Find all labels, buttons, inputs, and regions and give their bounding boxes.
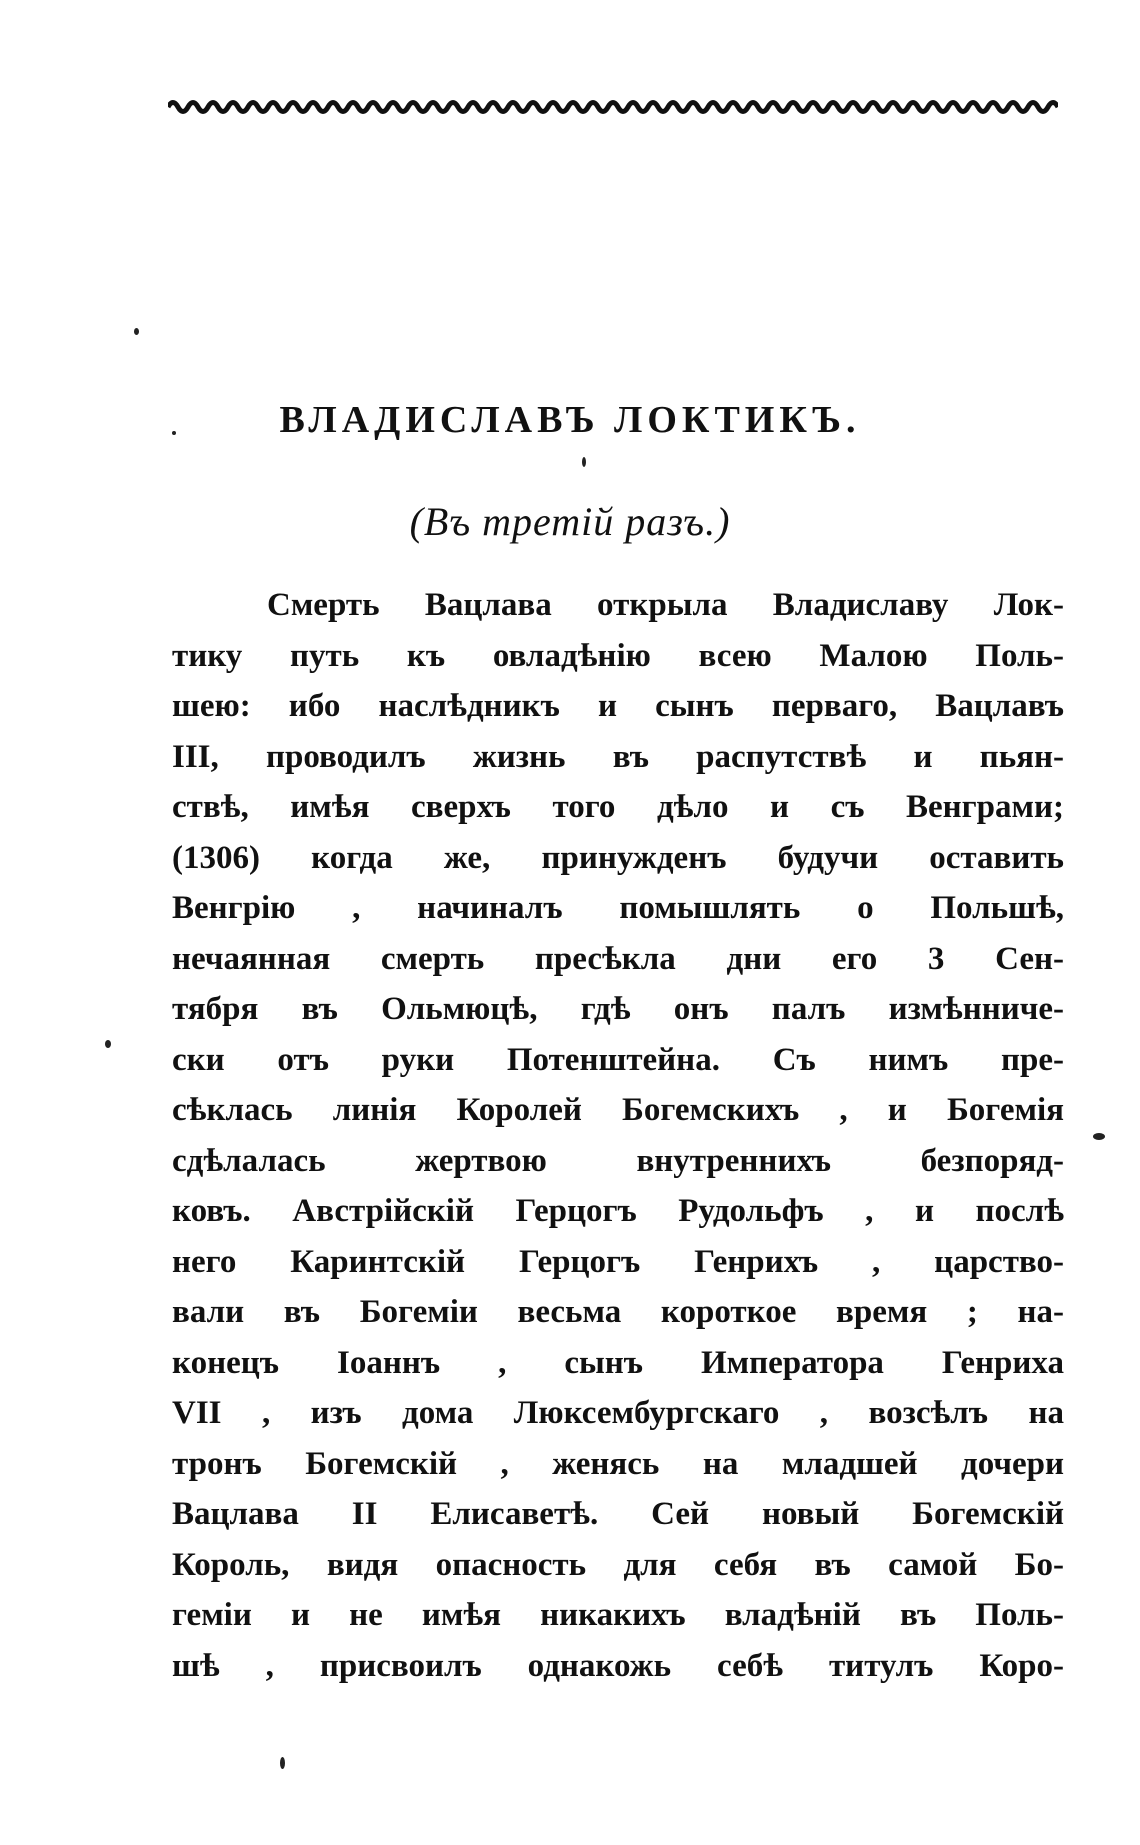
text-line: него Каринтскій Герцогъ Генрихъ , царство- — [172, 1243, 1064, 1280]
text-line: III, проводилъ жизнь въ распутствѣ и пьян- — [172, 738, 1064, 775]
chapter-subtitle: (Въ третій разъ.) — [409, 499, 731, 544]
text-line: Король, видя опасность для себя въ самой Бо- — [172, 1546, 1064, 1583]
text-line: ски отъ руки Потенштейна. Съ нимъ пре- — [172, 1041, 1064, 1078]
text-line: шѣ , присвоилъ однакожь себѣ титулъ Коро- — [172, 1647, 1064, 1684]
text-line: нечаянная смерть пресѣкла дни его 3 Сен- — [172, 940, 1064, 977]
scan-speck — [105, 1040, 111, 1048]
text-line: VII , изъ дома Люксембургскаго , возсѣлъ на — [172, 1395, 1064, 1431]
scan-speck — [582, 457, 586, 467]
text-line: шею: ибо наслѣдникъ и сынъ перваго, Вацлавъ — [172, 688, 1064, 724]
text-line: тронъ Богемскій , женясь на младшей дочери — [172, 1445, 1064, 1482]
chapter-title: ВЛАДИСЛАВЪ ЛОКТИКЪ. — [279, 399, 861, 441]
text-line: Венгрію , начиналъ помышлять о Польшѣ, — [172, 890, 1064, 926]
text-line: сдѣлалась жертвою внутреннихъ безпоряд- — [172, 1142, 1064, 1179]
text-line: тику путь къ овладѣнію всею Малою Поль- — [172, 637, 1064, 674]
text-line: вали въ Богеміи весьма короткое время ; на- — [172, 1294, 1064, 1330]
scan-speck — [172, 431, 176, 435]
text-line: ствѣ, имѣя сверхъ того дѣло и съ Венграми; — [172, 789, 1064, 825]
text-line: конецъ Іоаннъ , сынъ Императора Генриха — [172, 1344, 1064, 1381]
text-line: (1306) когда же, принужденъ будучи оставить — [172, 839, 1064, 876]
scan-speck — [280, 1757, 285, 1769]
scan-speck — [1093, 1133, 1105, 1140]
header-ornament-rule — [168, 92, 1058, 122]
body-text — [172, 580, 1064, 1691]
text-line: Смерть Вацлава открыла Владиславу Лок- — [267, 587, 1064, 623]
text-line: ковъ. Австрійскій Герцогъ Рудольфъ , и послѣ — [172, 1193, 1064, 1229]
text-line: сѣклась линія Королей Богемскихъ , и Богемія — [172, 1092, 1064, 1128]
text-line: Вацлава II Елисаветѣ. Сей новый Богемскій — [172, 1496, 1064, 1532]
text-line: тября въ Ольмюцѣ, гдѣ онъ палъ измѣнниче- — [172, 991, 1064, 1027]
scan-speck — [134, 328, 139, 335]
text-line: геміи и не имѣя никакихъ владѣній въ Поль- — [172, 1597, 1064, 1633]
